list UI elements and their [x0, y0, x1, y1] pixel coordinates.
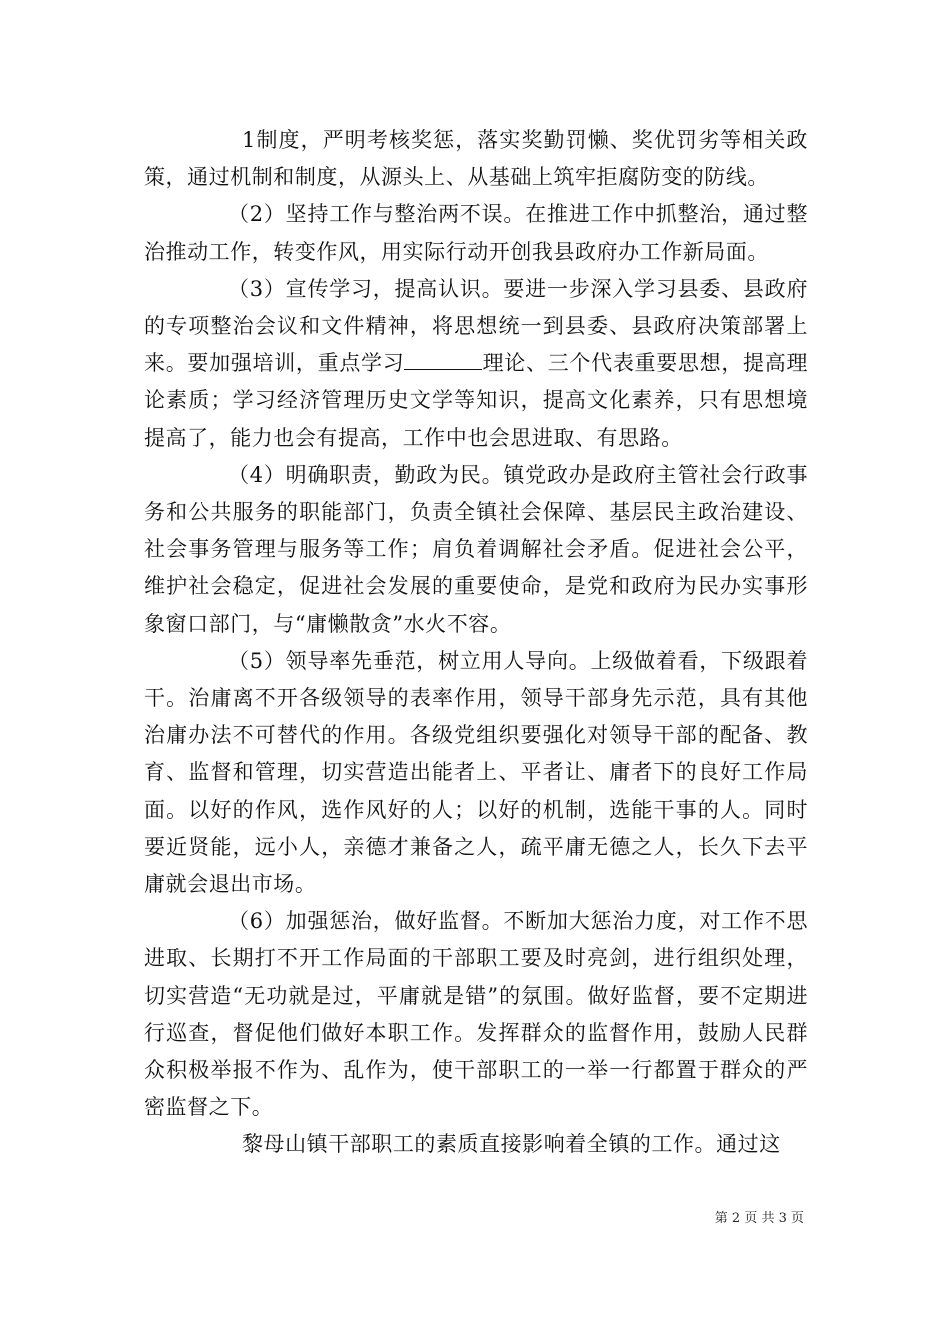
- paragraph-4: （4）明确职责，勤政为民。镇党政办是政府主管社会行政事务和公共服务的职能部门，负责全镇社会保障、基层民主政治建设、社会事务管理与服务等工作；肩负着调解社会矛盾。促进社会公平，维护社会稳定，促进社会发展的重要使命，是党和政府为民办实事形象窗口部门，与“庸懒散贪”水火不容。: [144, 462, 808, 636]
- paragraph-2: （2）坚持工作与整治两不误。在推进工作中抓整治，通过整治推动工作，转变作风，用实际行动开创我县政府办工作新局面。: [144, 202, 808, 264]
- paragraph-7: 黎母山镇干部职工的素质直接影响着全镇的工作。通过这: [242, 1132, 781, 1157]
- paragraph-1: 1制度，严明考核奖惩，落实奖勤罚懒、奖优罚劣等相关政策，通过机制和制度，从源头上、从基础上筑牢拒腐防变的防线。: [144, 128, 808, 190]
- fill-in-blank: [404, 351, 482, 370]
- paragraph-3-part-2: 理论、三个代表重要思想，提高理论素质；学习经济管理历史文学等知识，提高文化素养，只有思想境提高了，能力也会有提高，工作中也会思进取、有思路。: [144, 351, 809, 450]
- paragraph-6: （6）加强惩治，做好监督。不断加大惩治力度，对工作不思进取、长期打不开工作局面的干部职工要及时亮剑，进行组织处理，切实营造“无功就是过，平庸就是错”的氛围。做好监督，要不定期进行巡查，督促他们做好本职工作。发挥群众的监督作用，鼓励人民群众积极举报不作为、乱作为，使干部职工的一举一行都置于群众的严密监督之下。: [144, 909, 808, 1120]
- page-number-footer: 第 2 页 共 3 页: [714, 1211, 804, 1226]
- paragraph-3-part-1: （3）宣传学习，提高认识。要进一步深入学习县委、县政府的专项整治会议和文件精神，将思想统一到县委、县政府决策部署上来。要加强培训，重点学习: [144, 276, 808, 376]
- document-body: [144, 122, 808, 1164]
- paragraph-3: [144, 271, 808, 457]
- paragraph-5: （5）领导率先垂范，树立用人导向。上级做着看，下级跟着干。治庸离不开各级领导的表率作用，领导干部身先示范，具有其他治庸办法不可替代的作用。各级党组织要强化对领导干部的配备、教育、监督和管理，切实营造出能者上、平者让、庸者下的良好工作局面。以好的作风，选作风好的人；以好的机制，选能干事的人。同时要近贤能，远小人，亲德才兼备之人，疏平庸无德之人，长久下去平庸就会退出市场。: [144, 648, 808, 897]
